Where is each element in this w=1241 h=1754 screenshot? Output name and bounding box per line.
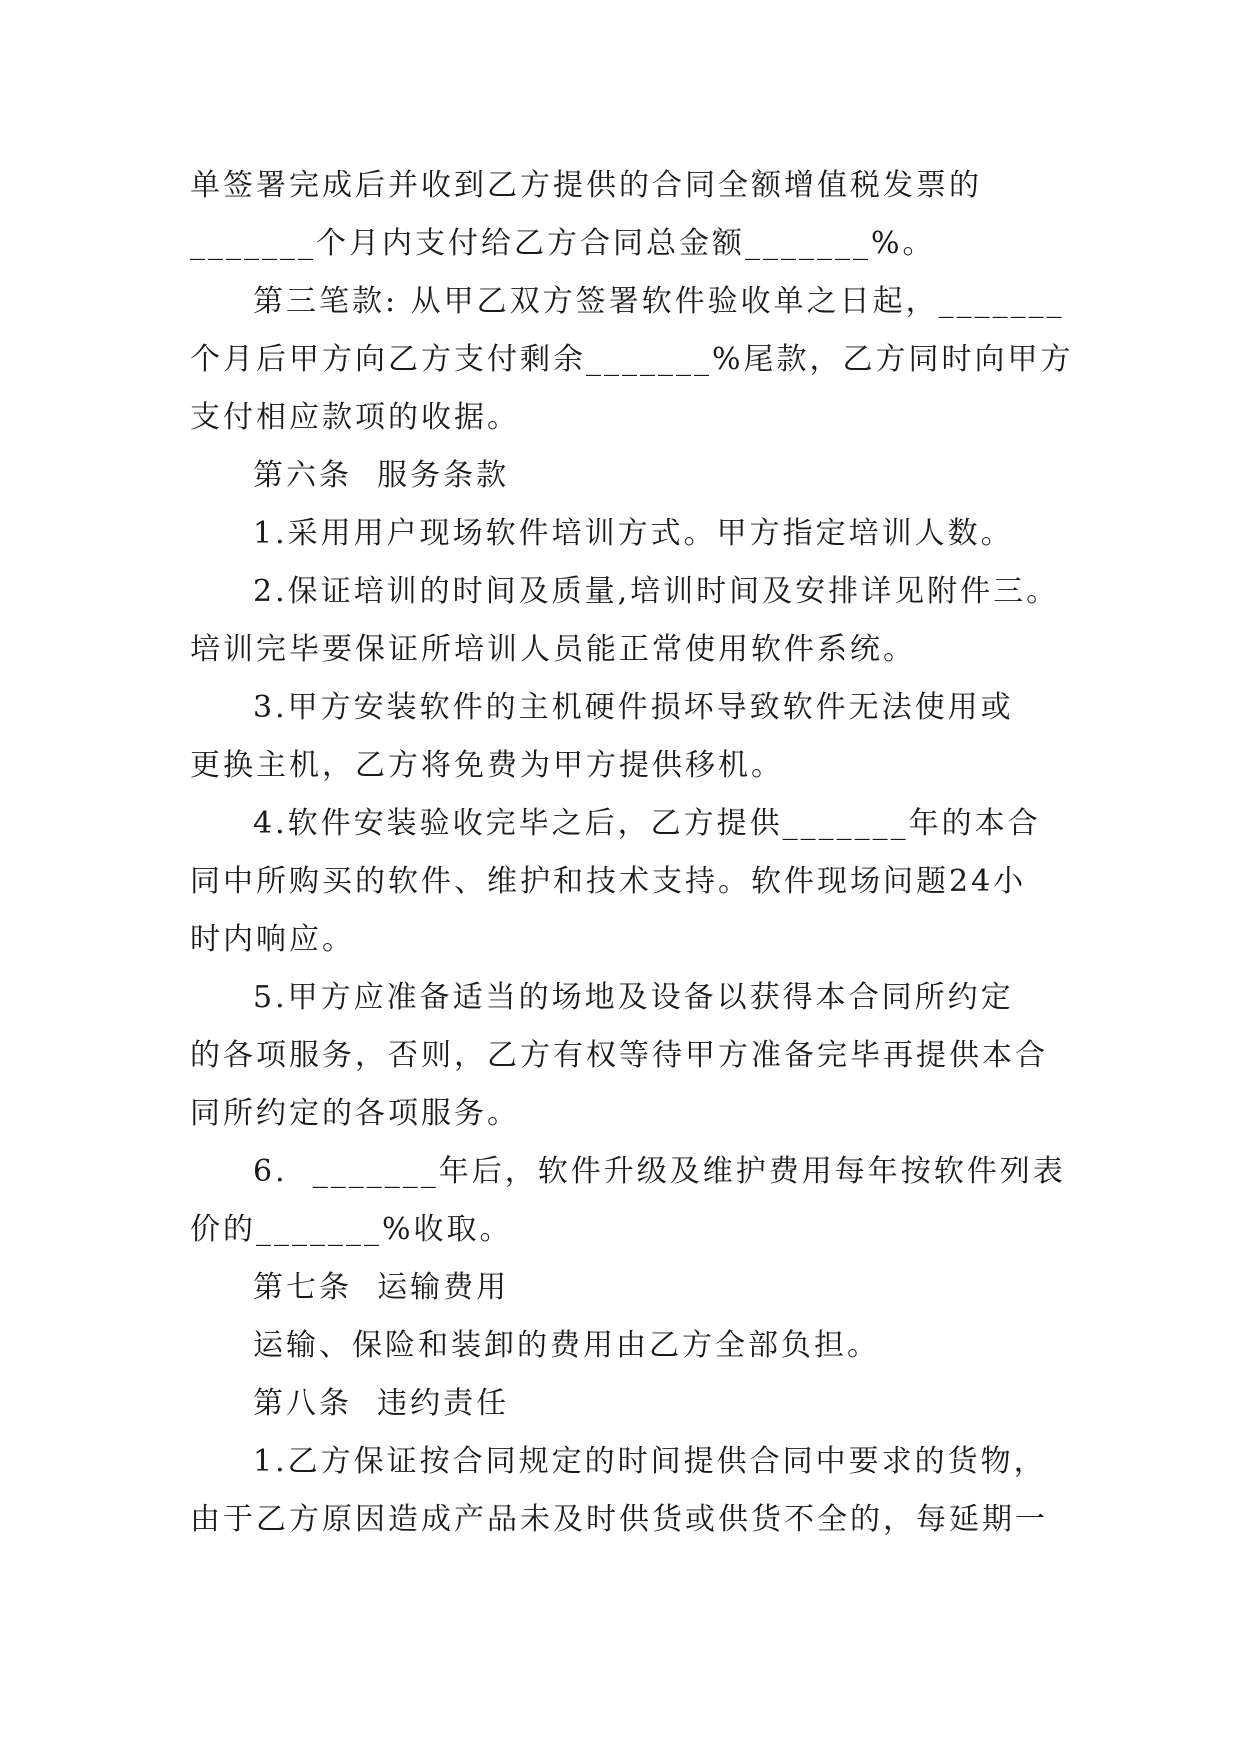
text-line-1: 单签署完成后并收到乙方提供的合同全额增值税发票的 [190, 168, 982, 203]
section-heading-8: 第八条 违约责任 [253, 1386, 510, 1421]
text-line-21: 运输、保险和装卸的费用由乙方全部负担。 [253, 1328, 880, 1363]
text-line-18: 6. _______年后，软件升级及维护费用每年按软件列表 [253, 1154, 1066, 1189]
text-line-7: 1.采用用户现场软件培训方式。甲方指定培训人数。 [253, 516, 1014, 551]
text-line-8: 2.保证培训的时间及质量,培训时间及安排详见附件三。 [253, 574, 1060, 609]
text-line-5: 支付相应款项的收据。 [190, 400, 520, 435]
text-line-14: 时内响应。 [190, 922, 355, 957]
text-line-13: 同中所购买的软件、维护和技术支持。软件现场问题24小 [190, 864, 1027, 899]
text-line-23: 1.乙方保证按合同规定的时间提供合同中要求的货物， [253, 1444, 1047, 1479]
text-line-9: 培训完毕要保证所培训人员能正常使用软件系统。 [190, 632, 916, 667]
text-line-2: _______个月内支付给乙方合同总金额_______%。 [190, 226, 936, 261]
section-heading-7: 第七条 运输费用 [253, 1270, 510, 1305]
text-line-4: 个月后甲方向乙方支付剩余_______%尾款，乙方同时向甲方 [190, 342, 1074, 377]
text-line-3: 第三笔款: 从甲乙双方签署软件验收单之日起，_______ [253, 284, 1065, 319]
text-line-16: 的各项服务，否则，乙方有权等待甲方准备完毕再提供本合 [190, 1038, 1048, 1073]
text-line-19: 价的_______%收取。 [190, 1212, 513, 1247]
text-line-24: 由于乙方原因造成产品未及时供货或供货不全的，每延期一 [190, 1502, 1048, 1537]
text-line-15: 5.甲方应准备适当的场地及设备以获得本合同所约定 [253, 980, 1014, 1015]
text-line-17: 同所约定的各项服务。 [190, 1096, 520, 1131]
section-heading-6: 第六条 服务条款 [253, 458, 510, 493]
text-line-10: 3.甲方安装软件的主机硬件损坏导致软件无法使用或 [253, 690, 1014, 725]
text-line-12: 4.软件安装验收完毕之后，乙方提供_______年的本合 [253, 806, 1041, 841]
text-line-11: 更换主机，乙方将免费为甲方提供移机。 [190, 748, 784, 783]
